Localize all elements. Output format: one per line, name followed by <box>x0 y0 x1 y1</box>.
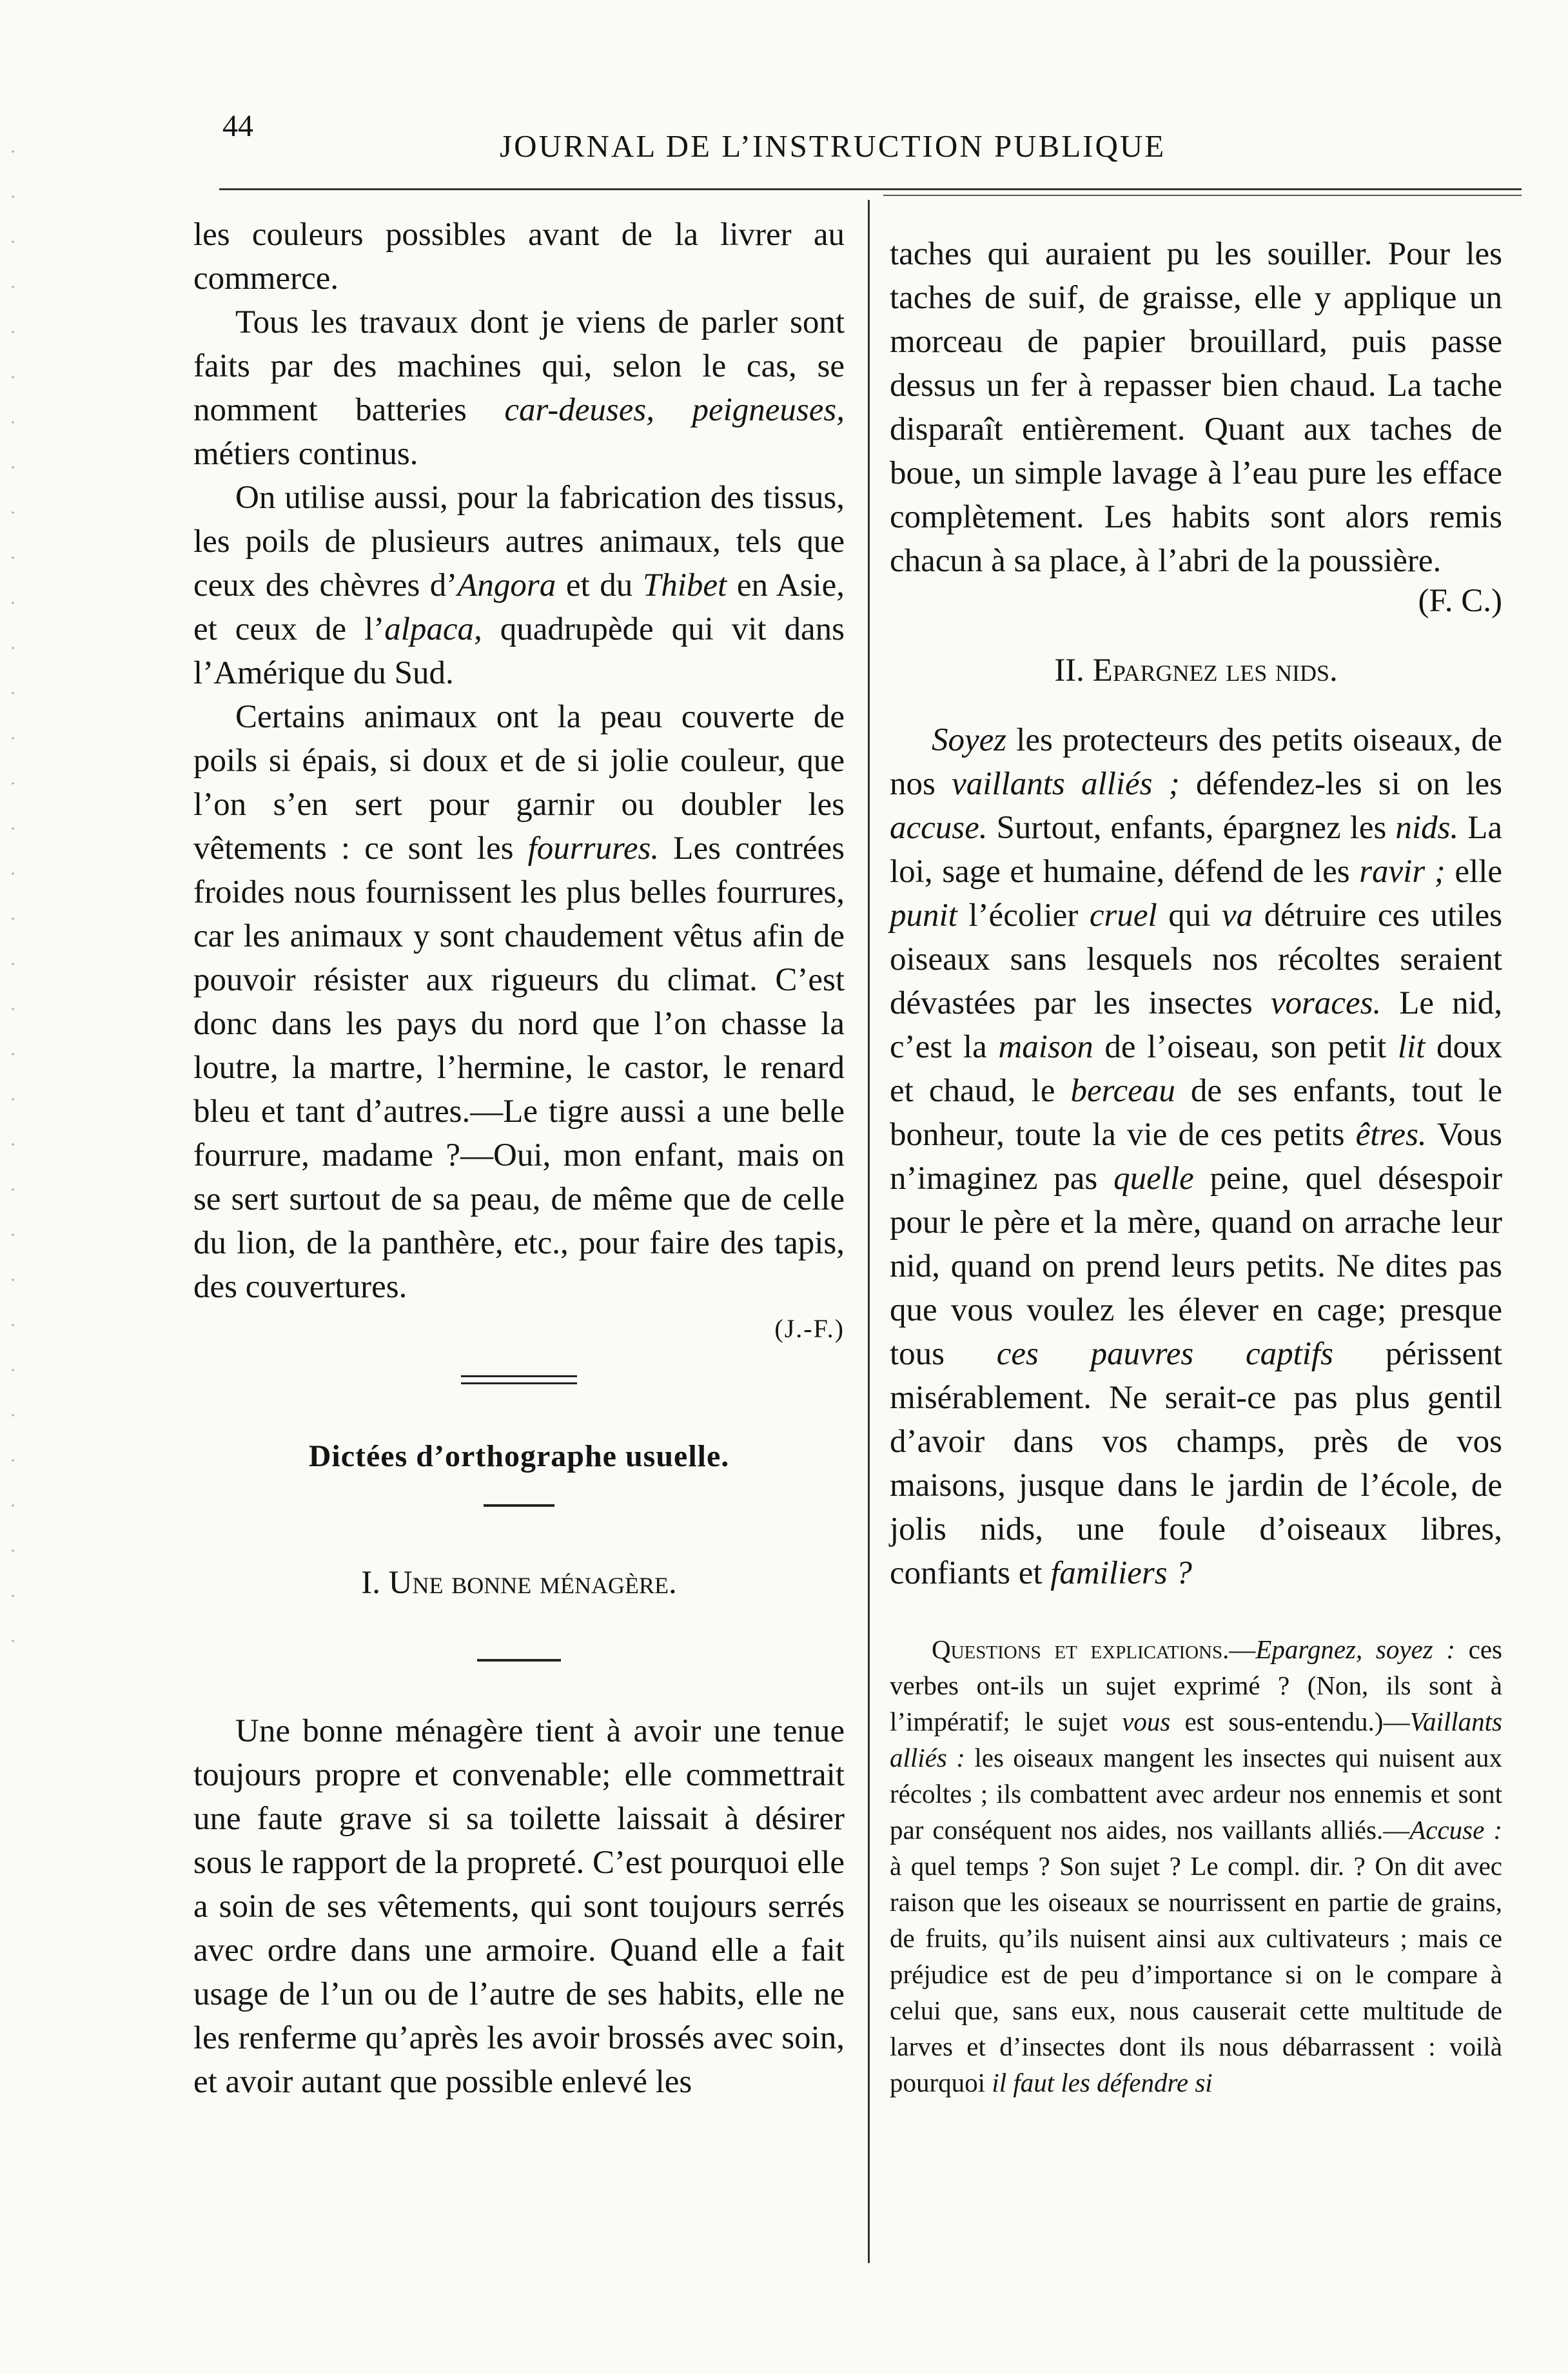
text: métiers continus. <box>193 436 418 472</box>
text: à quel temps ? Son sujet ? Le compl. dir. ? On dit avec raison que les oiseaux se nourrissent en partie de grains, de fruits, qu’ils nuisent ainsi aux cultivateurs ; mais ce préjudice est de peu d’importance si on le compare à celui que, sans eux, nous causerait cette multitude de larves et d’insectes dont ils nous débarrassent : voilà pourquoi <box>890 1851 1502 2097</box>
italic-text: voraces. <box>1270 985 1382 1021</box>
text: défendez-les si on les <box>1179 766 1502 802</box>
italic-text: Soyez <box>932 722 1007 758</box>
text: Vous n’imaginez pas <box>890 1117 1502 1197</box>
paragraph <box>193 300 845 476</box>
italic-text: Accuse : <box>1409 1815 1503 1845</box>
text: peine, quel désespoir pour le père et la mère, quand on arrache leur nid, quand on prend leurs petits. Ne dites pas que vous voulez les élever en cage; presque tous <box>890 1161 1502 1372</box>
text: Les contrées froides nous fournissent les plus belles fourrures, car les animaux y sont chaudement vêtus afin de pouvoir résister aux rigueurs du climat. C’est donc dans les pays du nord que l’on chasse la loutre, la martre, l’hermine, le castor, le renard bleu et tant d’autres.—Le tigre aussi a une belle fourrure, madame ?—Oui, mon enfant, mais on se sert surtout de sa peau, de même que de celle du lion, de la panthère, etc., pour faire des tapis, des couvertures. <box>193 830 845 1305</box>
right-column <box>890 232 1502 2101</box>
text: Questions et explications. <box>932 1634 1230 1664</box>
header-rule-secondary <box>883 195 1522 196</box>
short-rule <box>477 1659 561 1662</box>
paragraph <box>193 695 845 1309</box>
text: — <box>1229 1634 1256 1664</box>
header-rule <box>219 188 1522 190</box>
italic-text: quelle <box>1113 1161 1194 1197</box>
italic-text: ravir ; <box>1359 854 1446 890</box>
italic-text: vaillants alliés ; <box>952 766 1180 802</box>
text: elle <box>1445 854 1503 890</box>
italic-text: familiers ? <box>1050 1555 1192 1591</box>
text: On utilise aussi, pour la fabrication des tissus, les poils de plusieurs autres animaux, tels que ceux des chèvres d’ <box>193 480 845 603</box>
italic-text: êtres. <box>1355 1117 1427 1153</box>
italic-text: va <box>1221 898 1253 934</box>
text: les oiseaux mangent les insectes qui nuisent aux récoltes ; ils combattent avec ardeur nos ennemis et sont par conséquent nos aides, nos vaillants alliés.— <box>890 1743 1502 1845</box>
paragraph <box>193 476 845 695</box>
left-column <box>193 213 845 2104</box>
text: Tous les travaux dont je viens de parler sont faits par des machines qui, selon le cas, se nomment batteries <box>193 304 845 428</box>
italic-text: nids. <box>1395 810 1459 846</box>
text: détruire ces utiles oiseaux sans lesquels nos récoltes seraient dévastées par les insectes <box>890 898 1502 1021</box>
italic-text: fourrures. <box>527 830 660 867</box>
paragraph: Une bonne ménagère tient à avoir une tenue toujours propre et convenable; elle commettrait une faute grave si sa toilette laissait à désirer sous le rapport de la propreté. C’est pourquoi elle a soin de ses vêtements, qui sont toujours serrés avec ordre dans une armoire. Quand elle a fait usage de l’un ou de l’autre de ses habits, elle ne les renferme qu’après les avoir brossés avec soin, et avoir autant que possible enlevé les <box>193 1713 845 2100</box>
italic-text: maison <box>998 1029 1093 1065</box>
italic-text: alpaca, <box>384 611 482 647</box>
author-signature <box>193 1305 845 1351</box>
running-head: JOURNAL DE L’INSTRUCTION PUBLIQUE <box>500 128 1166 164</box>
questions-explications <box>890 1631 1502 2101</box>
binding-edge-marks <box>0 129 26 1676</box>
text: Certains animaux ont la peau couverte de poils si épais, si doux et de si jolie couleur, que l’on s’en sert pour garnir ou doubler les vêtements : ce sont les <box>193 699 845 867</box>
double-rule <box>461 1375 577 1384</box>
paragraph: taches qui auraient pu les souiller. Pour les taches de suif, de graisse, elle y applique un morceau de papier brouillard, puis passe dessus un fer à repasser bien chaud. La tache disparaît entièrement. Quant aux taches de boue, un simple lavage à l’eau pure les efface complètement. Les habits sont alors remis chacun à sa place, à l’abri de la poussière. <box>890 236 1502 579</box>
italic-text: il faut les défendre si <box>992 2068 1213 2097</box>
text: Surtout, enfants, épargnez les <box>987 810 1396 846</box>
dictation-title: I. Une bonne ménagère. <box>361 1565 677 1601</box>
dictation-title: II. Epargnez les nids. <box>1054 652 1338 689</box>
section-title: Dictées d’orthographe usuelle. <box>308 1439 730 1473</box>
text: est sous-entendu.)— <box>1170 1707 1410 1736</box>
italic-text: Thibet <box>642 567 727 603</box>
italic-text: Vaillants alliés : <box>890 1707 1502 1772</box>
paragraph-epargnez <box>890 718 1502 1595</box>
text: La loi, sage et humaine, défend de les <box>890 810 1502 890</box>
italic-text: Epargnez, soyez : <box>1255 1634 1456 1664</box>
text: qui <box>1157 898 1222 934</box>
italic-text: vous <box>1122 1707 1171 1736</box>
paragraph: les couleurs possibles avant de la livrer au commerce. <box>193 217 845 297</box>
short-rule <box>484 1504 554 1507</box>
page-number: 44 <box>222 109 253 143</box>
italic-text: lit <box>1397 1029 1426 1065</box>
text: de ses enfants, tout le bonheur, toute la vie de ces petits <box>890 1073 1502 1153</box>
text: en Asie, et ceux de l’ <box>193 567 845 647</box>
italic-text: Angora <box>457 567 556 603</box>
text: l’écolier <box>957 898 1090 934</box>
italic-text: punit <box>890 898 957 934</box>
italic-text: cruel <box>1089 898 1157 934</box>
italic-text: accuse. <box>890 810 988 846</box>
text: périssent misérablement. Ne serait-ce pas plus gentil d’avoir dans vos champs, près de vos maisons, jusque dans le jardin de l’école, de jolis nids, une foule d’oiseaux libres, confiants et <box>890 1336 1502 1591</box>
text: et du <box>556 567 643 603</box>
italic-text: car-deuses, peigneuses, <box>504 392 845 428</box>
author-signature: (F. C.) <box>1418 583 1502 619</box>
text: Le nid, c’est la <box>890 985 1502 1065</box>
text: quadrupède qui vit dans l’Amérique du Sud. <box>193 611 845 691</box>
column-divider <box>868 200 870 2263</box>
italic-text: berceau <box>1070 1073 1175 1109</box>
italic-text: ces pauvres captifs <box>996 1336 1333 1372</box>
text: de l’oiseau, son petit <box>1093 1029 1398 1065</box>
text: les protecteurs des petits oiseaux, de nos <box>890 722 1502 802</box>
signature-text: (J.-F.) <box>774 1314 845 1343</box>
text: doux et chaud, le <box>890 1029 1503 1109</box>
text: ces verbes ont-ils un sujet exprimé ? (Non, ils sont à l’impératif; le sujet <box>890 1634 1503 1736</box>
